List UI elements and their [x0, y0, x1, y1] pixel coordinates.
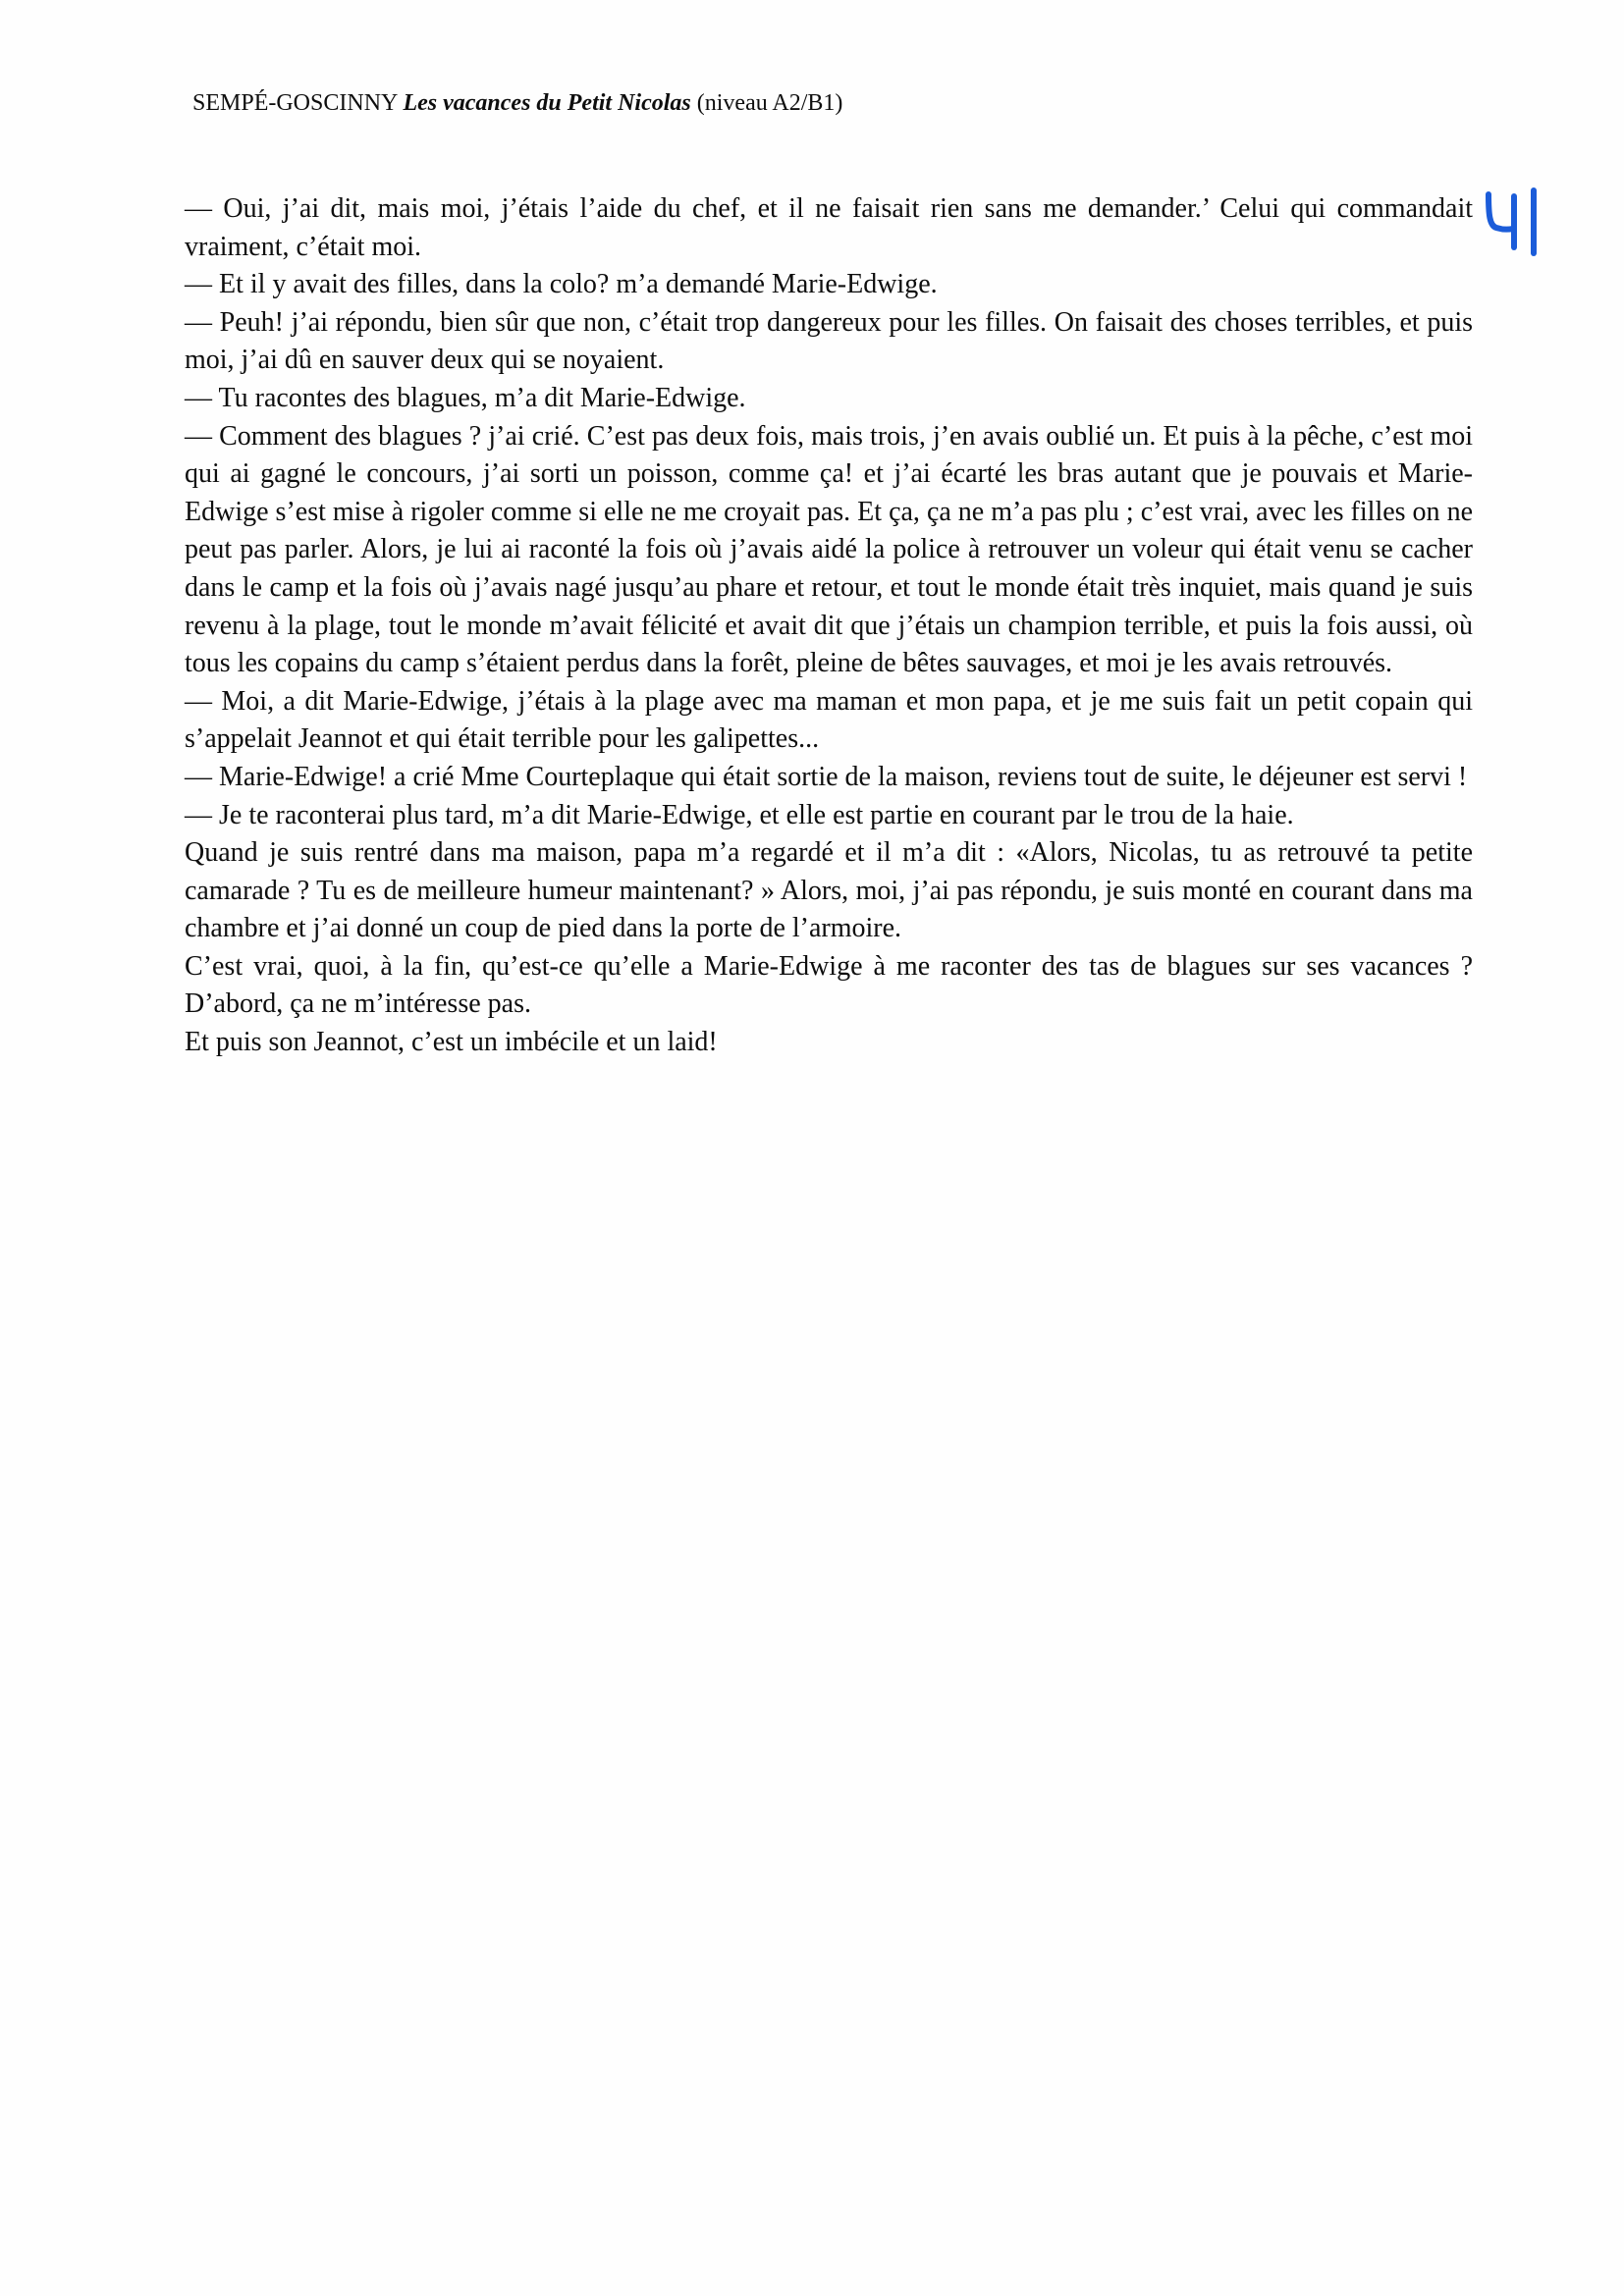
paragraph: — Et il y avait des filles, dans la colo? m’a demandé Marie-Edwige. — [185, 269, 938, 300]
header-author: SEMPÉ-GOSCINNY — [192, 90, 398, 116]
paragraph: — Je te raconterai plus tard, m’a dit Marie-Edwige, et elle est partie en courant par le trou de la haie. — [185, 799, 1294, 830]
paragraph: Quand je suis rentré dans ma maison, papa m’a regardé et il m’a dit : «Alors, Nicolas, tu as retrouvé ta petite camarade ? Tu es de meilleure humeur maintenant? » Alors, moi, j’ai pas répondu, je suis monté en courant dans ma chambre et j’ai donné un coup de pied dans la porte de l’armoire. — [185, 837, 1473, 944]
paragraph: — Moi, a dit Marie-Edwige, j’étais à la plage avec ma maman et mon papa, et je me suis fait un petit copain qui s’appelait Jeannot et qui était terrible pour les galipettes... — [185, 685, 1473, 755]
paragraph: C’est vrai, quoi, à la fin, qu’est-ce qu’elle a Marie-Edwige à me raconter des tas de blagues sur ses vacances ? D’abord, ça ne m’intéresse pas. — [185, 950, 1473, 1020]
paragraph: — Oui, j’ai dit, mais moi, j’étais l’aide du chef, et il ne faisait rien sans me demander.’ Celui qui commandait vraiment, c’était moi. — [185, 193, 1473, 262]
header-level: (niveau A2/B1) — [696, 90, 843, 116]
paragraph: — Marie-Edwige! a crié Mme Courteplaque qui était sortie de la maison, reviens tout de suite, le déjeuner est servi ! — [185, 761, 1468, 792]
story-text — [185, 190, 1473, 1062]
handwritten-page-number — [1477, 185, 1542, 267]
page-header — [192, 88, 842, 118]
paragraph: — Comment des blagues ? j’ai crié. C’est pas deux fois, mais trois, j’en avais oublié un. Et puis à la pêche, c’est moi qui ai gagné le concours, j’ai sorti un poisson, comme ça! et j’ai écarté les bras autant que je pouvais et Marie-Edwige s’est mise à rigoler comme si elle ne me croyait pas. Et ça, ça ne m’a pas plu ; c’est vrai, avec les filles on ne peut pas parler. Alors, je lui ai raconté la fois où j’avais aidé la police à retrouver un voleur qui était venu se cacher dans le camp et la fois où j’avais nagé jusqu’au phare et retour, et tout le monde était très inquiet, mais quand je suis revenu à la plage, tout le monde m’avait félicité et avait dit que j’étais un champion terrible, et puis la fois aussi, où tous les copains du camp s’étaient perdus dans la forêt, pleine de bêtes sauvages, et moi je les avais retrouvés. — [185, 420, 1473, 679]
paragraph: — Peuh! j’ai répondu, bien sûr que non, c’était trop dangereux pour les filles. On faisait des choses terribles, et puis moi, j’ai dû en sauver deux qui se noyaient. — [185, 306, 1473, 376]
header-book-title: Les vacances du Petit Nicolas — [403, 90, 691, 116]
paragraph: Et puis son Jeannot, c’est un imbécile et un laid! — [185, 1027, 718, 1058]
handwritten-4-mark-icon — [1477, 185, 1542, 267]
paragraph: — Tu racontes des blagues, m’a dit Marie-Edwige. — [185, 382, 746, 413]
